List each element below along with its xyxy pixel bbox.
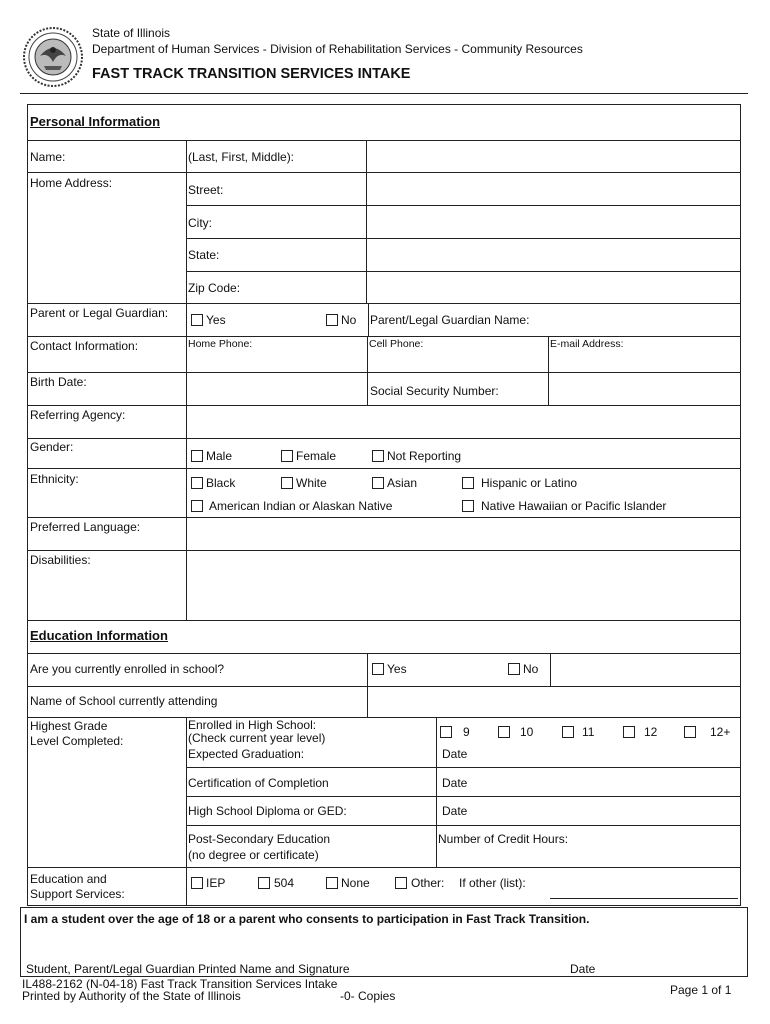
signature-label: Student, Parent/Legal Guardian Printed Name and Signature	[26, 962, 350, 976]
state-label: State:	[188, 248, 220, 262]
iep-checkbox[interactable]	[191, 877, 203, 889]
highest-grade-label-1: Highest Grade	[30, 719, 108, 733]
grade-12plus-label: 12+	[710, 725, 731, 739]
gender-female-label: Female	[296, 449, 337, 463]
header-state: State of Illinois	[92, 26, 171, 40]
ethnicity-american-indian-checkbox[interactable]	[191, 500, 203, 512]
grade-10-label: 10	[520, 725, 534, 739]
form-id: IL488-2162 (N-04-18) Fast Track Transition Services Intake	[22, 977, 338, 991]
grade-11-label: 11	[582, 725, 595, 739]
col-line	[186, 303, 187, 336]
school-name-field[interactable]	[368, 687, 740, 717]
row-line	[186, 767, 741, 768]
city-label: City:	[188, 216, 212, 230]
col-line	[186, 717, 187, 867]
name-hint: (Last, First, Middle):	[188, 150, 295, 164]
home-address-label: Home Address:	[30, 176, 113, 190]
guardian-no-checkbox[interactable]	[326, 314, 338, 326]
grade-9-checkbox[interactable]	[440, 726, 452, 738]
diploma-label: High School Diploma or GED:	[188, 804, 347, 818]
page-number: Page 1 of 1	[670, 983, 732, 997]
preferred-language-label: Preferred Language:	[30, 520, 141, 534]
col-line	[186, 140, 187, 303]
guardian-yes-label: Yes	[206, 313, 226, 327]
grade-12-checkbox[interactable]	[623, 726, 635, 738]
enrolled-no-label: No	[523, 662, 539, 676]
form-title: FAST TRACK TRANSITION SERVICES INTAKE	[92, 66, 411, 82]
ethnicity-asian-label: Asian	[387, 476, 418, 490]
header-rule	[20, 93, 748, 94]
guardian-yes-checkbox[interactable]	[191, 314, 203, 326]
signature-date-label: Date	[570, 962, 596, 976]
col-line	[436, 717, 437, 867]
col-line	[366, 140, 367, 303]
504-checkbox[interactable]	[258, 877, 270, 889]
personal-section-title: Personal Information	[30, 114, 161, 129]
post-secondary-label: Post-Secondary Education	[188, 832, 331, 846]
credit-hours-label: Number of Credit Hours:	[438, 832, 569, 846]
gender-male-checkbox[interactable]	[191, 450, 203, 462]
cert-date-label: Date	[442, 776, 468, 790]
gender-female-checkbox[interactable]	[281, 450, 293, 462]
guardian-no-label: No	[341, 313, 357, 327]
gender-not-reporting-label: Not Reporting	[387, 449, 462, 463]
home-phone-label: Home Phone:	[188, 338, 253, 350]
expected-grad-date-label: Date	[442, 747, 468, 761]
state-field[interactable]	[367, 239, 740, 271]
row-line	[186, 796, 741, 797]
ethnicity-hawaiian-checkbox[interactable]	[462, 500, 474, 512]
authority-label: Printed by Authority of the State of Illinois	[22, 989, 241, 1003]
birth-date-field[interactable]	[187, 373, 367, 405]
none-label: None	[341, 876, 370, 890]
copies-label: -0- Copies	[340, 989, 396, 1003]
ethnicity-black-label: Black	[206, 476, 236, 490]
row-line	[27, 336, 741, 337]
ethnicity-american-indian-label: American Indian or Alaskan Native	[209, 499, 393, 513]
ssn-field[interactable]	[548, 373, 740, 405]
expected-grad-label: Expected Graduation:	[188, 747, 305, 761]
other-label: Other:	[411, 876, 445, 890]
col-line	[368, 303, 369, 336]
support-services-label-2: Support Services:	[30, 887, 125, 901]
row-line	[27, 303, 741, 304]
gender-male-label: Male	[206, 449, 233, 463]
cert-completion-label: Certification of Completion	[188, 776, 329, 790]
diploma-date-label: Date	[442, 804, 468, 818]
ethnicity-hispanic-checkbox[interactable]	[462, 477, 474, 489]
contact-label: Contact Information:	[30, 339, 139, 353]
no-degree-label: (no degree or certificate)	[188, 848, 319, 862]
enrolled-yes-label: Yes	[387, 662, 407, 676]
birth-date-label: Birth Date:	[30, 375, 87, 389]
state-seal-logo	[22, 26, 84, 88]
none-checkbox[interactable]	[326, 877, 338, 889]
referring-agency-field[interactable]	[187, 406, 740, 438]
gender-not-reporting-checkbox[interactable]	[372, 450, 384, 462]
if-other-label: If other (list):	[459, 876, 526, 890]
ethnicity-white-label: White	[296, 476, 327, 490]
ethnicity-white-checkbox[interactable]	[281, 477, 293, 489]
name-label: Name:	[30, 150, 66, 164]
row-line	[27, 438, 741, 439]
street-label: Street:	[188, 183, 224, 197]
row-line	[27, 867, 741, 868]
ethnicity-asian-checkbox[interactable]	[372, 477, 384, 489]
row-line	[186, 825, 741, 826]
name-field[interactable]	[367, 141, 740, 172]
ssn-label: Social Security Number:	[370, 384, 499, 398]
education-section-title: Education Information	[30, 628, 168, 643]
disabilities-label: Disabilities:	[30, 553, 91, 567]
grade-11-checkbox[interactable]	[562, 726, 574, 738]
ethnicity-label: Ethnicity:	[30, 472, 79, 486]
grade-12plus-checkbox[interactable]	[684, 726, 696, 738]
preferred-language-field[interactable]	[187, 518, 740, 550]
enrolled-yes-checkbox[interactable]	[372, 663, 384, 675]
header-department: Department of Human Services - Division of Rehabilitation Services - Community Resources	[92, 42, 583, 56]
enrolled-no-checkbox[interactable]	[508, 663, 520, 675]
ethnicity-hispanic-label: Hispanic or Latino	[481, 476, 578, 490]
signature-field[interactable]	[24, 930, 544, 960]
grade-12-label: 12	[644, 725, 658, 739]
col-line	[548, 336, 549, 405]
col-line	[367, 653, 368, 686]
grade-10-checkbox[interactable]	[498, 726, 510, 738]
referring-agency-label: Referring Agency:	[30, 408, 126, 422]
grade-9-label: 9	[463, 725, 470, 739]
consent-statement: I am a student over the age of 18 or a parent who consents to participation in Fast Track Transition.	[24, 912, 590, 926]
iep-label: IEP	[206, 876, 226, 890]
ethnicity-hawaiian-label: Native Hawaiian or Pacific Islander	[481, 499, 667, 513]
other-checkbox[interactable]	[395, 877, 407, 889]
email-label: E-mail Address:	[550, 338, 624, 350]
row-line	[27, 653, 741, 654]
guardian-name-label: Parent/Legal Guardian Name:	[370, 313, 530, 327]
highest-grade-label-2: Level Completed:	[30, 734, 124, 748]
enrolled-question: Are you currently enrolled in school?	[30, 662, 225, 676]
street-field[interactable]	[367, 173, 740, 205]
zip-label: Zip Code:	[188, 281, 241, 295]
check-level-label: (Check current year level)	[188, 731, 326, 745]
504-label: 504	[274, 876, 295, 890]
col-line	[186, 336, 187, 620]
row-line	[27, 620, 741, 621]
school-name-label: Name of School currently attending	[30, 694, 218, 708]
cell-phone-label: Cell Phone:	[369, 338, 424, 350]
col-line	[367, 336, 368, 405]
col-line	[186, 867, 187, 906]
col-line	[550, 653, 551, 686]
support-services-label-1: Education and	[30, 872, 107, 886]
zip-field[interactable]	[367, 272, 740, 303]
gender-label: Gender:	[30, 440, 74, 454]
row-line	[27, 717, 741, 718]
enrolled-hs-label: Enrolled in High School:	[188, 718, 317, 732]
other-list-field[interactable]	[550, 878, 738, 899]
row-line	[27, 468, 741, 469]
city-field[interactable]	[367, 206, 740, 238]
guardian-label: Parent or Legal Guardian:	[30, 306, 169, 320]
ethnicity-black-checkbox[interactable]	[191, 477, 203, 489]
disabilities-field[interactable]	[187, 551, 740, 620]
col-line	[367, 686, 368, 717]
